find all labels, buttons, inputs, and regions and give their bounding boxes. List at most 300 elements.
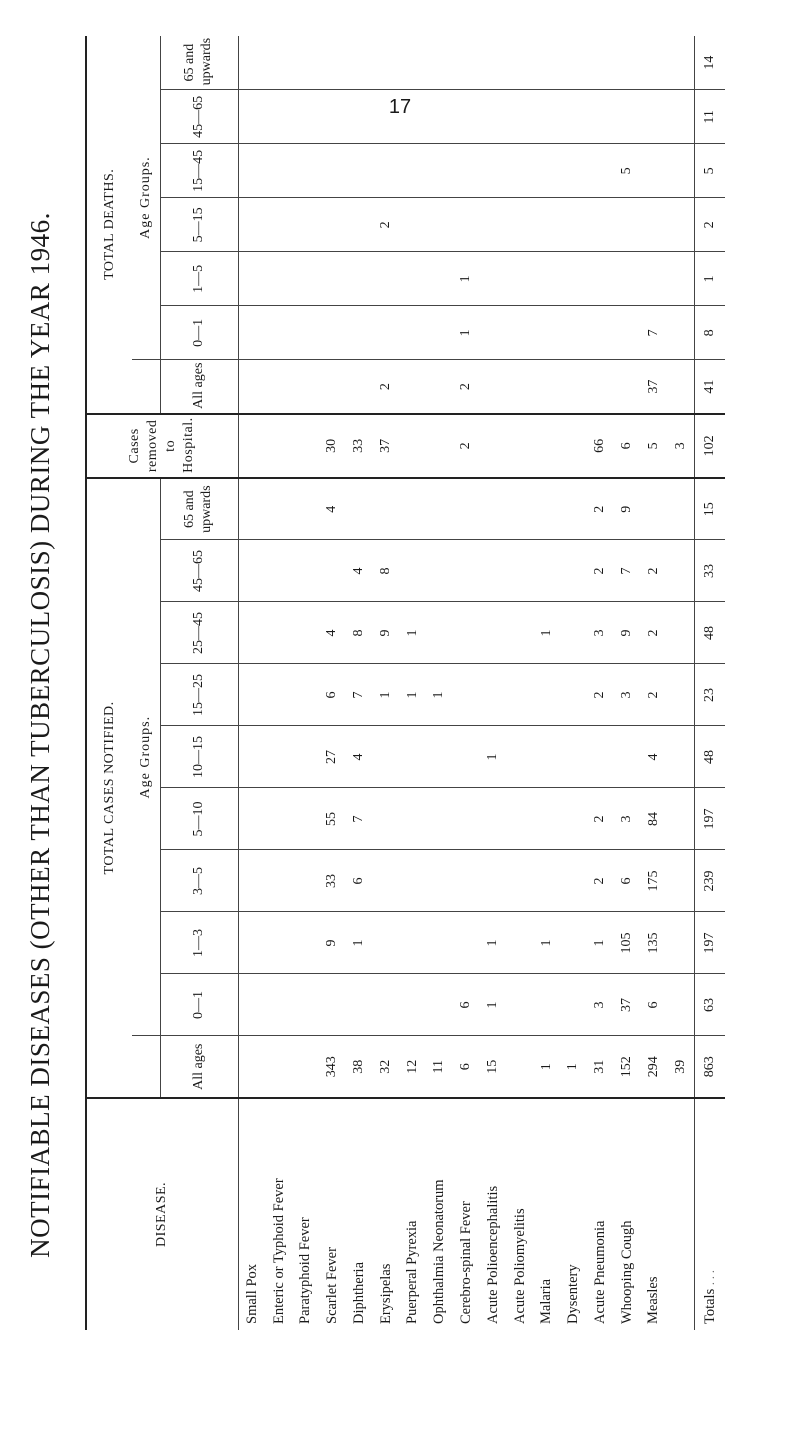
table-row — [640, 36, 667, 1330]
cases-cell: 84 — [640, 788, 667, 850]
cases-cell — [292, 664, 319, 726]
cases-cell — [238, 788, 265, 850]
rotated-table — [85, 37, 725, 1330]
cases-cell — [560, 478, 587, 540]
cases-cell — [667, 912, 694, 974]
deaths-cell — [453, 90, 480, 144]
table-row — [480, 36, 507, 1330]
cases-cell: 38 — [346, 1036, 373, 1098]
cases-cell — [373, 912, 400, 974]
age-col: 0—1 — [160, 974, 238, 1036]
cases-cell — [506, 540, 533, 602]
cases-cell — [533, 478, 560, 540]
cases-cell: 2 — [587, 540, 614, 602]
cases-cell — [506, 850, 533, 912]
deaths-cell — [614, 360, 641, 414]
cases-cell: 1 — [480, 726, 507, 788]
cases-cell: 1 — [480, 974, 507, 1036]
cases-cell: 7 — [346, 788, 373, 850]
deaths-cell — [399, 36, 426, 90]
cases-cell: 152 — [614, 1036, 641, 1098]
cases-cell: 2 — [587, 664, 614, 726]
cases-cell: 1 — [346, 912, 373, 974]
deaths-cell — [667, 360, 694, 414]
deaths-cell — [238, 36, 265, 90]
cases-cell: 1 — [560, 1036, 587, 1098]
total-cell: 48 — [695, 602, 726, 664]
cases-cell — [238, 974, 265, 1036]
deaths-cell — [292, 252, 319, 306]
disease-name: Small Pox — [238, 1098, 265, 1330]
cases-cell — [292, 602, 319, 664]
cases-cell — [533, 850, 560, 912]
cases-cell — [238, 540, 265, 602]
table-row — [667, 36, 694, 1330]
cases-cell — [667, 974, 694, 1036]
cases-cell — [426, 726, 453, 788]
cases-cell: 294 — [640, 1036, 667, 1098]
cases-cell: 4 — [319, 478, 346, 540]
deaths-cell — [614, 36, 641, 90]
cases-cell: 1 — [533, 602, 560, 664]
deaths-cell — [399, 360, 426, 414]
cases-cell — [265, 726, 292, 788]
table-row — [346, 36, 373, 1330]
cases-cell — [292, 540, 319, 602]
deaths-cell — [292, 144, 319, 198]
notifiable-diseases-table — [85, 36, 725, 1330]
deaths-cell — [319, 252, 346, 306]
deaths-all-ages-spacer — [132, 360, 160, 414]
total-deaths-header: TOTAL DEATHS. — [86, 36, 132, 414]
total-cell: 23 — [695, 664, 726, 726]
cases-cell: 105 — [614, 912, 641, 974]
cases-cell: 6 — [346, 850, 373, 912]
deaths-cell — [346, 306, 373, 360]
cases-cell: 4 — [319, 602, 346, 664]
cases-cell — [426, 602, 453, 664]
totals-label-cell — [695, 1098, 726, 1330]
cases-cell — [346, 478, 373, 540]
cases-cell — [480, 664, 507, 726]
table-row — [426, 36, 453, 1330]
disease-name: Erysipelas — [373, 1098, 400, 1330]
deaths-cell — [614, 198, 641, 252]
deaths-cell — [533, 198, 560, 252]
cases-cell — [453, 788, 480, 850]
cases-cell: 1 — [480, 912, 507, 974]
total-deaths-cell: 8 — [695, 306, 726, 360]
disease-header: DISEASE. — [86, 1098, 238, 1330]
cases-cell: 4 — [346, 726, 373, 788]
deaths-cell — [587, 198, 614, 252]
cases-cell — [426, 974, 453, 1036]
cases-cell — [480, 540, 507, 602]
cases-cell — [373, 850, 400, 912]
removed-cell — [399, 414, 426, 478]
cases-cell — [506, 602, 533, 664]
cases-cell: 1 — [399, 664, 426, 726]
cases-cell: 1 — [426, 664, 453, 726]
cases-cell: 32 — [373, 1036, 400, 1098]
cases-cell — [373, 478, 400, 540]
cases-cell: 4 — [640, 726, 667, 788]
table-row — [292, 36, 319, 1330]
deaths-cell — [480, 252, 507, 306]
cases-cell: 7 — [614, 540, 641, 602]
cases-age-groups-header: Age Groups. — [132, 478, 160, 1036]
cases-cell — [667, 540, 694, 602]
deaths-cell — [238, 198, 265, 252]
cases-cell: 33 — [319, 850, 346, 912]
removed-cell — [426, 414, 453, 478]
removed-cell: 37 — [373, 414, 400, 478]
age-col: 10—15 — [160, 726, 238, 788]
disease-name: Acute Polioencephalitis — [480, 1098, 507, 1330]
removed-cell — [265, 414, 292, 478]
total-deaths-cell: 14 — [695, 36, 726, 90]
cases-cell — [533, 788, 560, 850]
table-row — [265, 36, 292, 1330]
deaths-cell — [346, 36, 373, 90]
age-col: 15—45 — [160, 144, 238, 198]
cases-cell: 2 — [640, 664, 667, 726]
deaths-cell — [506, 306, 533, 360]
deaths-cell — [453, 198, 480, 252]
deaths-cell — [560, 90, 587, 144]
deaths-cell — [506, 90, 533, 144]
deaths-cell: 7 — [640, 306, 667, 360]
total-deaths-cell: 1 — [695, 252, 726, 306]
cases-cell — [453, 540, 480, 602]
table-row — [614, 36, 641, 1330]
table-row — [506, 36, 533, 1330]
cases-cell — [373, 726, 400, 788]
cases-cell — [533, 540, 560, 602]
cases-cell — [265, 664, 292, 726]
total-deaths-cell: 11 — [695, 90, 726, 144]
table-body — [238, 36, 695, 1330]
cases-cell: 135 — [640, 912, 667, 974]
cases-cell — [480, 478, 507, 540]
deaths-cell — [506, 144, 533, 198]
deaths-cell — [480, 36, 507, 90]
deaths-cell — [426, 306, 453, 360]
cases-cell: 6 — [614, 850, 641, 912]
deaths-cell — [453, 36, 480, 90]
cases-cell — [292, 788, 319, 850]
cases-cell: 3 — [587, 602, 614, 664]
cases-cell: 37 — [614, 974, 641, 1036]
age-col: 45—65 — [160, 90, 238, 144]
age-col: 1—5 — [160, 252, 238, 306]
table-row — [587, 36, 614, 1330]
deaths-cell — [346, 198, 373, 252]
deaths-cell — [319, 360, 346, 414]
cases-cell: 6 — [640, 974, 667, 1036]
deaths-cell — [238, 360, 265, 414]
cases-cell — [238, 664, 265, 726]
table-row — [319, 36, 346, 1330]
deaths-cell — [399, 90, 426, 144]
cases-cell — [319, 540, 346, 602]
deaths-cell — [426, 360, 453, 414]
cases-cell: 1 — [533, 912, 560, 974]
age-col: All ages — [160, 360, 238, 414]
age-col: 5—10 — [160, 788, 238, 850]
cases-cell: 31 — [587, 1036, 614, 1098]
cases-cell — [587, 726, 614, 788]
age-col: 65 and upwards — [160, 478, 238, 540]
cases-cell: 6 — [453, 1036, 480, 1098]
deaths-cell — [346, 360, 373, 414]
deaths-cell — [346, 144, 373, 198]
total-cell: 48 — [695, 726, 726, 788]
table-row — [238, 36, 265, 1330]
age-col: 15—25 — [160, 664, 238, 726]
deaths-cell — [587, 144, 614, 198]
deaths-cell: 1 — [453, 252, 480, 306]
disease-name: Malaria — [533, 1098, 560, 1330]
deaths-cell — [587, 90, 614, 144]
cases-cell: 2 — [640, 602, 667, 664]
deaths-cell — [319, 306, 346, 360]
total-cases-header: TOTAL CASES NOTIFIED. — [86, 478, 132, 1098]
total-cell: 197 — [695, 788, 726, 850]
deaths-cell — [560, 360, 587, 414]
cases-cell: 8 — [373, 540, 400, 602]
cases-cell — [265, 912, 292, 974]
deaths-cell — [533, 306, 560, 360]
deaths-cell — [292, 90, 319, 144]
cases-cell — [399, 788, 426, 850]
cases-cell: 3 — [614, 788, 641, 850]
deaths-cell: 2 — [453, 360, 480, 414]
deaths-cell — [667, 144, 694, 198]
disease-name: Enteric or Typhoid Fever — [265, 1098, 292, 1330]
total-cell: 33 — [695, 540, 726, 602]
deaths-cell — [292, 306, 319, 360]
deaths-cell — [533, 252, 560, 306]
age-col: 0—1 — [160, 306, 238, 360]
age-col: 5—15 — [160, 198, 238, 252]
cases-cell — [480, 850, 507, 912]
cases-cell: 2 — [587, 478, 614, 540]
cases-cell — [292, 850, 319, 912]
deaths-cell — [373, 36, 400, 90]
cases-cell — [319, 974, 346, 1036]
age-col: 45—65 — [160, 540, 238, 602]
deaths-cell — [292, 198, 319, 252]
cases-cell — [399, 974, 426, 1036]
age-col: 65 and upwards — [182, 37, 214, 86]
cases-cell — [453, 726, 480, 788]
cases-cell — [506, 726, 533, 788]
cases-cell: 1 — [373, 664, 400, 726]
total-deaths-cell: 2 — [695, 198, 726, 252]
disease-name: Acute Poliomyelitis — [506, 1098, 533, 1330]
cases-cell — [506, 1036, 533, 1098]
cases-cell — [506, 912, 533, 974]
deaths-cell — [426, 90, 453, 144]
deaths-cell — [265, 360, 292, 414]
deaths-cell — [560, 252, 587, 306]
removed-cell — [560, 414, 587, 478]
deaths-cell — [533, 144, 560, 198]
cases-cell: 7 — [346, 664, 373, 726]
cases-all-ages-spacer — [132, 1036, 160, 1098]
deaths-cell — [346, 252, 373, 306]
deaths-cell: 1 — [453, 306, 480, 360]
age-col: All ages — [160, 1036, 238, 1098]
cases-cell — [506, 664, 533, 726]
deaths-cell — [587, 36, 614, 90]
deaths-cell — [667, 198, 694, 252]
deaths-cell — [480, 144, 507, 198]
deaths-cell — [426, 252, 453, 306]
cases-cell — [292, 1036, 319, 1098]
deaths-cell — [265, 90, 292, 144]
deaths-cell — [560, 36, 587, 90]
cases-cell — [426, 788, 453, 850]
total-cell: 863 — [695, 1036, 726, 1098]
cases-cell: 1 — [399, 602, 426, 664]
table-row — [399, 36, 426, 1330]
cases-cell — [265, 850, 292, 912]
cases-cell: 11 — [426, 1036, 453, 1098]
deaths-cell — [238, 90, 265, 144]
cases-cell: 3 — [587, 974, 614, 1036]
cases-cell — [453, 912, 480, 974]
total-deaths-cell: 5 — [695, 144, 726, 198]
cases-cell — [453, 850, 480, 912]
cases-cell — [506, 974, 533, 1036]
cases-cell — [238, 602, 265, 664]
total-cell: 239 — [695, 850, 726, 912]
cases-cell: 1 — [533, 1036, 560, 1098]
removed-cell — [506, 414, 533, 478]
deaths-cell — [480, 360, 507, 414]
removed-cell: 3 — [667, 414, 694, 478]
disease-name: Acute Pneumonia — [587, 1098, 614, 1330]
disease-name: Scarlet Fever — [319, 1098, 346, 1330]
deaths-cell — [265, 306, 292, 360]
cases-cell — [560, 540, 587, 602]
deaths-cell — [667, 36, 694, 90]
cases-cell — [560, 788, 587, 850]
table-row — [453, 36, 480, 1330]
deaths-cell — [480, 198, 507, 252]
deaths-cell — [560, 144, 587, 198]
cases-cell: 6 — [319, 664, 346, 726]
cases-cell: 12 — [399, 1036, 426, 1098]
page-number: 17 — [388, 96, 412, 118]
deaths-cell — [587, 252, 614, 306]
cases-cell — [480, 602, 507, 664]
removed-cell — [238, 414, 265, 478]
cases-cell: 15 — [480, 1036, 507, 1098]
removed-cell: 30 — [319, 414, 346, 478]
deaths-cell — [346, 90, 373, 144]
cases-cell — [426, 478, 453, 540]
deaths-cell — [614, 90, 641, 144]
deaths-cell — [640, 36, 667, 90]
cases-cell — [292, 726, 319, 788]
cases-cell — [292, 974, 319, 1036]
cases-cell — [667, 664, 694, 726]
deaths-cell — [506, 252, 533, 306]
deaths-cell — [533, 360, 560, 414]
deaths-cell — [399, 144, 426, 198]
deaths-cell — [319, 144, 346, 198]
cases-cell — [346, 974, 373, 1036]
cases-cell — [560, 726, 587, 788]
deaths-cell — [480, 90, 507, 144]
removed-cell: 2 — [453, 414, 480, 478]
deaths-cell — [533, 36, 560, 90]
cases-cell — [426, 850, 453, 912]
totals-label: Totals — [701, 1288, 718, 1324]
cases-cell: 2 — [640, 540, 667, 602]
cases-cell: 9 — [614, 602, 641, 664]
cases-cell — [533, 664, 560, 726]
deaths-cell — [560, 306, 587, 360]
page-title: NOTIFIABLE DISEASES (OTHER THAN TUBERCULOSIS) DURING THE YEAR 1946. — [25, 212, 55, 1258]
total-removed-cell: 102 — [695, 414, 726, 478]
disease-name: Diphtheria — [346, 1098, 373, 1330]
deaths-cell — [399, 198, 426, 252]
disease-name — [667, 1098, 694, 1330]
deaths-cell — [373, 306, 400, 360]
deaths-cell — [614, 306, 641, 360]
cases-cell: 4 — [346, 540, 373, 602]
deaths-cell — [373, 90, 400, 144]
deaths-cell — [640, 90, 667, 144]
cases-cell — [667, 788, 694, 850]
table-row — [373, 36, 400, 1330]
deaths-cell — [587, 360, 614, 414]
cases-cell — [399, 540, 426, 602]
cases-cell: 1 — [587, 912, 614, 974]
cases-cell — [238, 850, 265, 912]
cases-cell — [560, 912, 587, 974]
cases-cell — [265, 974, 292, 1036]
age-col: 3—5 — [160, 850, 238, 912]
cases-cell — [667, 602, 694, 664]
deaths-cell — [319, 36, 346, 90]
cases-cell: 27 — [319, 726, 346, 788]
cases-cell — [399, 850, 426, 912]
cases-cell — [640, 478, 667, 540]
deaths-cell — [453, 144, 480, 198]
disease-name: Ophthalmia Neonatorum — [426, 1098, 453, 1330]
cases-cell: 6 — [453, 974, 480, 1036]
deaths-cell — [667, 252, 694, 306]
deaths-cell — [426, 144, 453, 198]
totals-dots: ... — [702, 1267, 717, 1286]
cases-cell: 2 — [587, 788, 614, 850]
cases-cell: 9 — [614, 478, 641, 540]
cases-cell — [265, 1036, 292, 1098]
disease-name: Cerebro-spinal Fever — [453, 1098, 480, 1330]
cases-cell — [238, 1036, 265, 1098]
deaths-cell — [506, 36, 533, 90]
deaths-cell — [238, 306, 265, 360]
disease-name: Paratyphoid Fever — [292, 1098, 319, 1330]
cases-cell — [533, 726, 560, 788]
deaths-cell — [640, 252, 667, 306]
cases-cell — [292, 912, 319, 974]
